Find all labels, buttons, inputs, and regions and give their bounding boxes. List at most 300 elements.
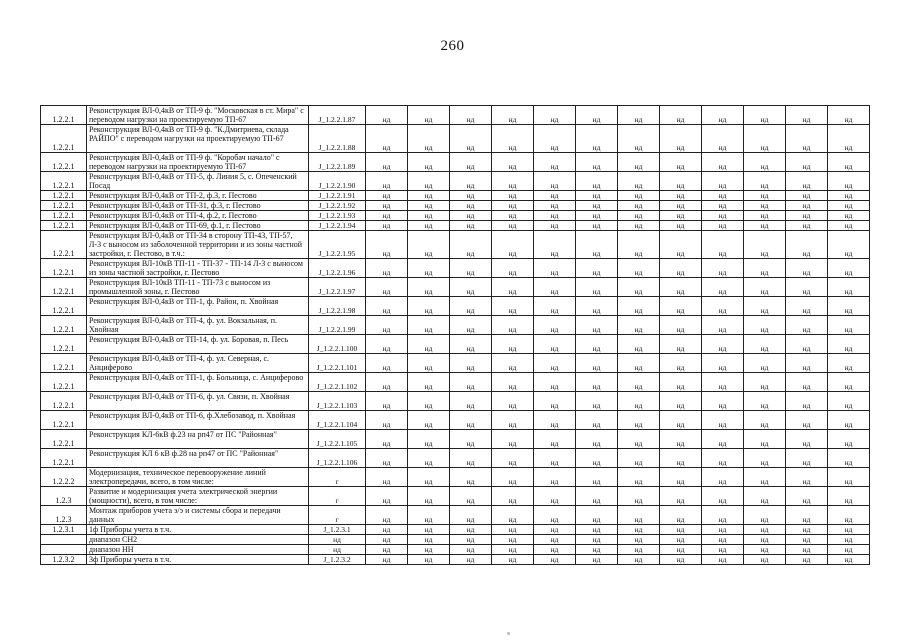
row-value: нд xyxy=(618,354,660,373)
row-value: нд xyxy=(744,411,786,430)
row-value: нд xyxy=(786,525,828,535)
row-value: нд xyxy=(576,545,618,555)
row-value: нд xyxy=(828,153,870,172)
table-row xyxy=(41,392,870,411)
row-value: нд xyxy=(660,191,702,201)
row-value: нд xyxy=(786,201,828,211)
row-value: нд xyxy=(618,201,660,211)
investment-table xyxy=(40,105,870,565)
row-code: 1.2.2.1 xyxy=(41,153,87,172)
row-value: нд xyxy=(660,201,702,211)
row-value: нд xyxy=(828,392,870,411)
row-value: нд xyxy=(450,201,492,211)
row-value: нд xyxy=(450,125,492,153)
row-value: нд xyxy=(576,373,618,392)
row-value: нд xyxy=(702,191,744,201)
row-value: нд xyxy=(492,430,534,449)
row-value: нд xyxy=(786,125,828,153)
row-value: нд xyxy=(534,211,576,221)
row-value: нд xyxy=(576,430,618,449)
row-value: нд xyxy=(450,297,492,316)
row-value: нд xyxy=(786,259,828,278)
row-value: нд xyxy=(576,535,618,545)
row-value: нд xyxy=(408,172,450,191)
row-value: нд xyxy=(534,545,576,555)
table-row xyxy=(41,555,870,565)
row-value: нд xyxy=(534,106,576,125)
row-value: нд xyxy=(702,259,744,278)
row-value: нд xyxy=(450,106,492,125)
row-value: нд xyxy=(702,545,744,555)
row-value: нд xyxy=(576,278,618,297)
table-row xyxy=(41,297,870,316)
row-value: нд xyxy=(744,201,786,211)
row-value: нд xyxy=(744,449,786,468)
page-number: 260 xyxy=(440,38,465,54)
row-value: нд xyxy=(702,487,744,506)
row-value: нд xyxy=(408,211,450,221)
row-description: Реконструкция ВЛ-0,4кВ от ТП-69, ф.1, г. Пестово xyxy=(87,221,309,231)
row-value: нд xyxy=(450,231,492,259)
row-value: нд xyxy=(660,535,702,545)
row-value: нд xyxy=(744,297,786,316)
row-value: нд xyxy=(744,535,786,545)
row-value: нд xyxy=(702,278,744,297)
row-value: нд xyxy=(408,221,450,231)
row-value: нд xyxy=(828,373,870,392)
row-value: нд xyxy=(534,335,576,354)
row-value: нд xyxy=(702,172,744,191)
row-description: Реконструкция ВЛ-10кВ ТП-11 - ТП-37 - ТП-14 Л-3 с выносом из зоны частной застройки, г. Пестово xyxy=(87,259,309,278)
row-description: Реконструкция ВЛ-0,4кВ от ТП-1, ф. Район, п. Хвойная xyxy=(87,297,309,316)
row-value: нд xyxy=(534,125,576,153)
row-value: нд xyxy=(660,231,702,259)
row-identifier: J_1.2.2.1.88 xyxy=(309,125,366,153)
row-value: нд xyxy=(702,316,744,335)
row-value: нд xyxy=(618,335,660,354)
row-value: нд xyxy=(576,316,618,335)
row-code: 1.2.2.1 xyxy=(41,259,87,278)
row-value: нд xyxy=(492,297,534,316)
row-description: Монтаж приборов учета э/э и системы сбора и передачи данных xyxy=(87,506,309,525)
row-value: нд xyxy=(450,535,492,545)
scan-speck xyxy=(507,632,510,635)
row-value: нд xyxy=(786,468,828,487)
row-value: нд xyxy=(450,354,492,373)
row-value: нд xyxy=(408,259,450,278)
table-row xyxy=(41,231,870,259)
row-value: нд xyxy=(366,153,408,172)
row-value: нд xyxy=(660,221,702,231)
row-value: нд xyxy=(534,392,576,411)
row-value: нд xyxy=(828,430,870,449)
row-value: нд xyxy=(492,555,534,565)
row-description: Реконструкция ВЛ-0,4кВ от ТП-9 ф. "К.Дмитриева, склада РАЙПО" с переводом нагрузки на проектируемую ТП-67 xyxy=(87,125,309,153)
row-value: нд xyxy=(534,506,576,525)
row-value: нд xyxy=(744,335,786,354)
row-description: Реконструкция ВЛ-0,4кВ от ТП-31, ф.3, г. Пестово xyxy=(87,201,309,211)
row-value: нд xyxy=(534,487,576,506)
row-value: нд xyxy=(576,335,618,354)
row-value: нд xyxy=(534,535,576,545)
row-value: нд xyxy=(828,411,870,430)
table-row xyxy=(41,535,870,545)
row-identifier: J_1.2.2.1.97 xyxy=(309,278,366,297)
table-row xyxy=(41,172,870,191)
row-value: нд xyxy=(366,411,408,430)
row-identifier: J_1.2.2.1.101 xyxy=(309,354,366,373)
row-value: нд xyxy=(450,191,492,201)
row-identifier: J_1.2.3.2 xyxy=(309,555,366,565)
row-identifier: J_1.2.2.1.87 xyxy=(309,106,366,125)
row-value: нд xyxy=(450,278,492,297)
row-value: нд xyxy=(576,201,618,211)
row-value: нд xyxy=(828,297,870,316)
row-value: нд xyxy=(408,125,450,153)
row-identifier: J_1.2.2.1.95 xyxy=(309,231,366,259)
row-value: нд xyxy=(408,487,450,506)
row-value: нд xyxy=(618,316,660,335)
row-value: нд xyxy=(492,525,534,535)
row-value: нд xyxy=(450,430,492,449)
row-value: нд xyxy=(660,106,702,125)
row-value: нд xyxy=(450,316,492,335)
row-identifier: J_1.2.2.1.102 xyxy=(309,373,366,392)
row-value: нд xyxy=(576,153,618,172)
row-identifier: J_1.2.3.1 xyxy=(309,525,366,535)
row-value: нд xyxy=(702,506,744,525)
table-row xyxy=(41,278,870,297)
row-value: нд xyxy=(660,392,702,411)
row-value: нд xyxy=(744,430,786,449)
row-value: нд xyxy=(786,430,828,449)
row-value: нд xyxy=(786,191,828,201)
row-value: нд xyxy=(786,487,828,506)
row-value: нд xyxy=(492,259,534,278)
row-value: нд xyxy=(618,525,660,535)
row-identifier: J_1.2.2.1.92 xyxy=(309,201,366,211)
table-row xyxy=(41,525,870,535)
row-value: нд xyxy=(366,506,408,525)
row-value: нд xyxy=(576,468,618,487)
row-value: нд xyxy=(660,172,702,191)
row-value: нд xyxy=(660,153,702,172)
row-value: нд xyxy=(618,487,660,506)
row-value: нд xyxy=(366,525,408,535)
row-value: нд xyxy=(366,231,408,259)
row-value: нд xyxy=(618,231,660,259)
row-code: 1.2.3 xyxy=(41,487,87,506)
row-value: нд xyxy=(492,153,534,172)
row-identifier: J_1.2.2.1.89 xyxy=(309,153,366,172)
row-value: нд xyxy=(408,354,450,373)
row-value: нд xyxy=(744,545,786,555)
row-identifier: нд xyxy=(309,535,366,545)
row-value: нд xyxy=(786,392,828,411)
row-value: нд xyxy=(828,468,870,487)
row-value: нд xyxy=(828,221,870,231)
row-value: нд xyxy=(576,392,618,411)
row-description: Реконструкция ВЛ-0,4кВ от ТП-34 в сторону ТП-43, ТП-57, Л-3 с выносом из заболоченной территории и из зоны частной застройки, г. Пестово, в т.ч.: xyxy=(87,231,309,259)
row-value: нд xyxy=(702,449,744,468)
row-value: нд xyxy=(828,191,870,201)
row-description: Реконструкция КЛ-6кВ ф.23 на рп47 от ПС "Районная" xyxy=(87,430,309,449)
row-value: нд xyxy=(786,106,828,125)
table-row xyxy=(41,125,870,153)
row-value: нд xyxy=(450,555,492,565)
row-description: 1ф Приборы учета в т.ч. xyxy=(87,525,309,535)
row-value: нд xyxy=(660,211,702,221)
row-value: нд xyxy=(702,153,744,172)
row-value: нд xyxy=(492,231,534,259)
row-value: нд xyxy=(618,172,660,191)
row-description: Реконструкция ВЛ-0,4кВ от ТП-6, ф. ул. Связи, п. Хвойная xyxy=(87,392,309,411)
row-value: нд xyxy=(702,335,744,354)
row-code: 1.2.2.1 xyxy=(41,231,87,259)
row-value: нд xyxy=(450,468,492,487)
table-row xyxy=(41,411,870,430)
row-value: нд xyxy=(492,535,534,545)
row-value: нд xyxy=(618,545,660,555)
row-value: нд xyxy=(408,430,450,449)
row-value: нд xyxy=(492,335,534,354)
row-code: 1.2.2.1 xyxy=(41,335,87,354)
row-value: нд xyxy=(618,211,660,221)
row-value: нд xyxy=(660,525,702,535)
row-value: нд xyxy=(786,231,828,259)
row-value: нд xyxy=(660,259,702,278)
row-value: нд xyxy=(408,106,450,125)
row-value: нд xyxy=(492,106,534,125)
row-value: нд xyxy=(702,411,744,430)
row-value: нд xyxy=(366,373,408,392)
row-value: нд xyxy=(618,555,660,565)
row-value: нд xyxy=(618,125,660,153)
row-value: нд xyxy=(618,106,660,125)
row-value: нд xyxy=(744,555,786,565)
row-value: нд xyxy=(786,316,828,335)
row-code: 1.2.2.1 xyxy=(41,191,87,201)
row-value: нд xyxy=(408,231,450,259)
row-value: нд xyxy=(702,231,744,259)
row-value: нд xyxy=(450,449,492,468)
row-description: Реконструкция КЛ 6 кВ ф.28 на рп47 от ПС "Районная" xyxy=(87,449,309,468)
row-value: нд xyxy=(534,354,576,373)
row-value: нд xyxy=(744,316,786,335)
row-value: нд xyxy=(366,221,408,231)
row-value: нд xyxy=(534,373,576,392)
row-value: нд xyxy=(828,259,870,278)
row-value: нд xyxy=(660,297,702,316)
row-value: нд xyxy=(366,354,408,373)
table-row xyxy=(41,259,870,278)
row-description: Реконструкция ВЛ-0,4кВ от ТП-4, ф. ул. Северная, с. Анциферово xyxy=(87,354,309,373)
row-identifier: J_1.2.2.1.93 xyxy=(309,211,366,221)
row-value: нд xyxy=(408,373,450,392)
row-value: нд xyxy=(408,153,450,172)
table-row xyxy=(41,354,870,373)
row-code: 1.2.2.2 xyxy=(41,468,87,487)
row-code: 1.2.2.1 xyxy=(41,411,87,430)
row-identifier: J_1.2.2.1.90 xyxy=(309,172,366,191)
row-value: нд xyxy=(660,125,702,153)
row-value: нд xyxy=(660,411,702,430)
row-value: нд xyxy=(744,153,786,172)
row-value: нд xyxy=(828,335,870,354)
row-value: нд xyxy=(534,231,576,259)
row-value: нд xyxy=(744,221,786,231)
row-code: 1.2.2.1 xyxy=(41,172,87,191)
row-value: нд xyxy=(408,316,450,335)
row-value: нд xyxy=(534,411,576,430)
row-value: нд xyxy=(660,373,702,392)
row-value: нд xyxy=(366,211,408,221)
row-value: нд xyxy=(492,411,534,430)
row-code: 1.2.3.1 xyxy=(41,525,87,535)
row-value: нд xyxy=(660,487,702,506)
row-value: нд xyxy=(450,172,492,191)
row-value: нд xyxy=(786,449,828,468)
row-identifier: J_1.2.2.1.91 xyxy=(309,191,366,201)
row-value: нд xyxy=(618,392,660,411)
row-value: нд xyxy=(366,259,408,278)
row-description: Реконструкция ВЛ-0,4кВ от ТП-5, ф. Линия 5, с. Опеченский Посад xyxy=(87,172,309,191)
row-value: нд xyxy=(786,373,828,392)
row-value: нд xyxy=(660,316,702,335)
row-description: Реконструкция ВЛ-0,4кВ от ТП-1, ф. Больница, с. Анциферово xyxy=(87,373,309,392)
row-value: нд xyxy=(366,449,408,468)
row-value: нд xyxy=(702,373,744,392)
row-value: нд xyxy=(744,354,786,373)
row-value: нд xyxy=(828,506,870,525)
row-value: нд xyxy=(534,172,576,191)
row-value: нд xyxy=(828,487,870,506)
row-value: нд xyxy=(450,487,492,506)
row-identifier: J_1.2.2.1.94 xyxy=(309,221,366,231)
row-identifier: J_1.2.2.1.96 xyxy=(309,259,366,278)
row-code: 1.2.2.1 xyxy=(41,392,87,411)
row-value: нд xyxy=(828,545,870,555)
row-value: нд xyxy=(576,259,618,278)
row-value: нд xyxy=(618,278,660,297)
row-value: нд xyxy=(828,231,870,259)
row-value: нд xyxy=(366,555,408,565)
row-value: нд xyxy=(408,449,450,468)
row-value: нд xyxy=(408,545,450,555)
row-value: нд xyxy=(534,259,576,278)
row-value: нд xyxy=(450,153,492,172)
row-description: диапазон СН2 xyxy=(87,535,309,545)
row-value: нд xyxy=(576,125,618,153)
row-value: нд xyxy=(366,297,408,316)
row-value: нд xyxy=(534,449,576,468)
table-row xyxy=(41,201,870,211)
row-value: нд xyxy=(618,221,660,231)
row-value: нд xyxy=(828,449,870,468)
row-value: нд xyxy=(408,201,450,211)
row-value: нд xyxy=(828,278,870,297)
row-description: Развитие и модернизация учета электрической энергии (мощности), всего, в том числе: xyxy=(87,487,309,506)
row-value: нд xyxy=(828,125,870,153)
row-value: нд xyxy=(534,468,576,487)
row-code xyxy=(41,535,87,545)
row-value: нд xyxy=(786,221,828,231)
row-description: Реконструкция ВЛ-0,4кВ от ТП-6, ф.Хлебозавод, п. Хвойная xyxy=(87,411,309,430)
row-value: нд xyxy=(366,201,408,211)
row-value: нд xyxy=(660,449,702,468)
row-value: нд xyxy=(576,411,618,430)
row-description: диапазон НН xyxy=(87,545,309,555)
row-identifier: J_1.2.2.1.106 xyxy=(309,449,366,468)
row-value: нд xyxy=(744,106,786,125)
row-identifier: г xyxy=(309,506,366,525)
row-value: нд xyxy=(366,125,408,153)
row-value: нд xyxy=(534,316,576,335)
row-value: нд xyxy=(366,392,408,411)
row-description: 3ф Приборы учета в т.ч. xyxy=(87,555,309,565)
row-value: нд xyxy=(618,411,660,430)
row-value: нд xyxy=(702,555,744,565)
row-code: 1.2.2.1 xyxy=(41,354,87,373)
row-value: нд xyxy=(492,201,534,211)
row-value: нд xyxy=(492,468,534,487)
row-identifier: J_1.2.2.1.99 xyxy=(309,316,366,335)
row-value: нд xyxy=(366,278,408,297)
row-value: нд xyxy=(576,525,618,535)
row-value: нд xyxy=(366,106,408,125)
row-value: нд xyxy=(702,221,744,231)
row-value: нд xyxy=(618,535,660,545)
row-value: нд xyxy=(450,335,492,354)
row-value: нд xyxy=(786,153,828,172)
row-value: нд xyxy=(786,555,828,565)
row-value: нд xyxy=(576,297,618,316)
row-value: нд xyxy=(492,373,534,392)
table-row xyxy=(41,487,870,506)
row-value: нд xyxy=(450,211,492,221)
row-value: нд xyxy=(408,191,450,201)
row-value: нд xyxy=(366,468,408,487)
row-value: нд xyxy=(786,535,828,545)
row-description: Реконструкция ВЛ-0,4кВ от ТП-2, ф.3, г. Пестово xyxy=(87,191,309,201)
row-description: Реконструкция ВЛ-0,4кВ от ТП-4, ф. ул. Вокзальная, п. Хвойная xyxy=(87,316,309,335)
row-identifier: J_1.2.2.1.100 xyxy=(309,335,366,354)
table-row xyxy=(41,153,870,172)
row-value: нд xyxy=(660,555,702,565)
row-code: 1.2.2.1 xyxy=(41,297,87,316)
row-value: нд xyxy=(366,316,408,335)
row-value: нд xyxy=(492,125,534,153)
row-value: нд xyxy=(618,373,660,392)
table-row xyxy=(41,449,870,468)
row-value: нд xyxy=(702,106,744,125)
row-value: нд xyxy=(576,211,618,221)
row-code: 1.2.2.1 xyxy=(41,106,87,125)
row-value: нд xyxy=(660,278,702,297)
table-row xyxy=(41,191,870,201)
row-identifier: J_1.2.2.1.105 xyxy=(309,430,366,449)
row-value: нд xyxy=(618,449,660,468)
row-identifier: J_1.2.2.1.104 xyxy=(309,411,366,430)
row-value: нд xyxy=(408,411,450,430)
row-value: нд xyxy=(660,468,702,487)
row-value: нд xyxy=(408,392,450,411)
row-code: 1.2.2.1 xyxy=(41,125,87,153)
row-value: нд xyxy=(744,191,786,201)
row-value: нд xyxy=(576,354,618,373)
row-value: нд xyxy=(744,506,786,525)
row-value: нд xyxy=(744,231,786,259)
